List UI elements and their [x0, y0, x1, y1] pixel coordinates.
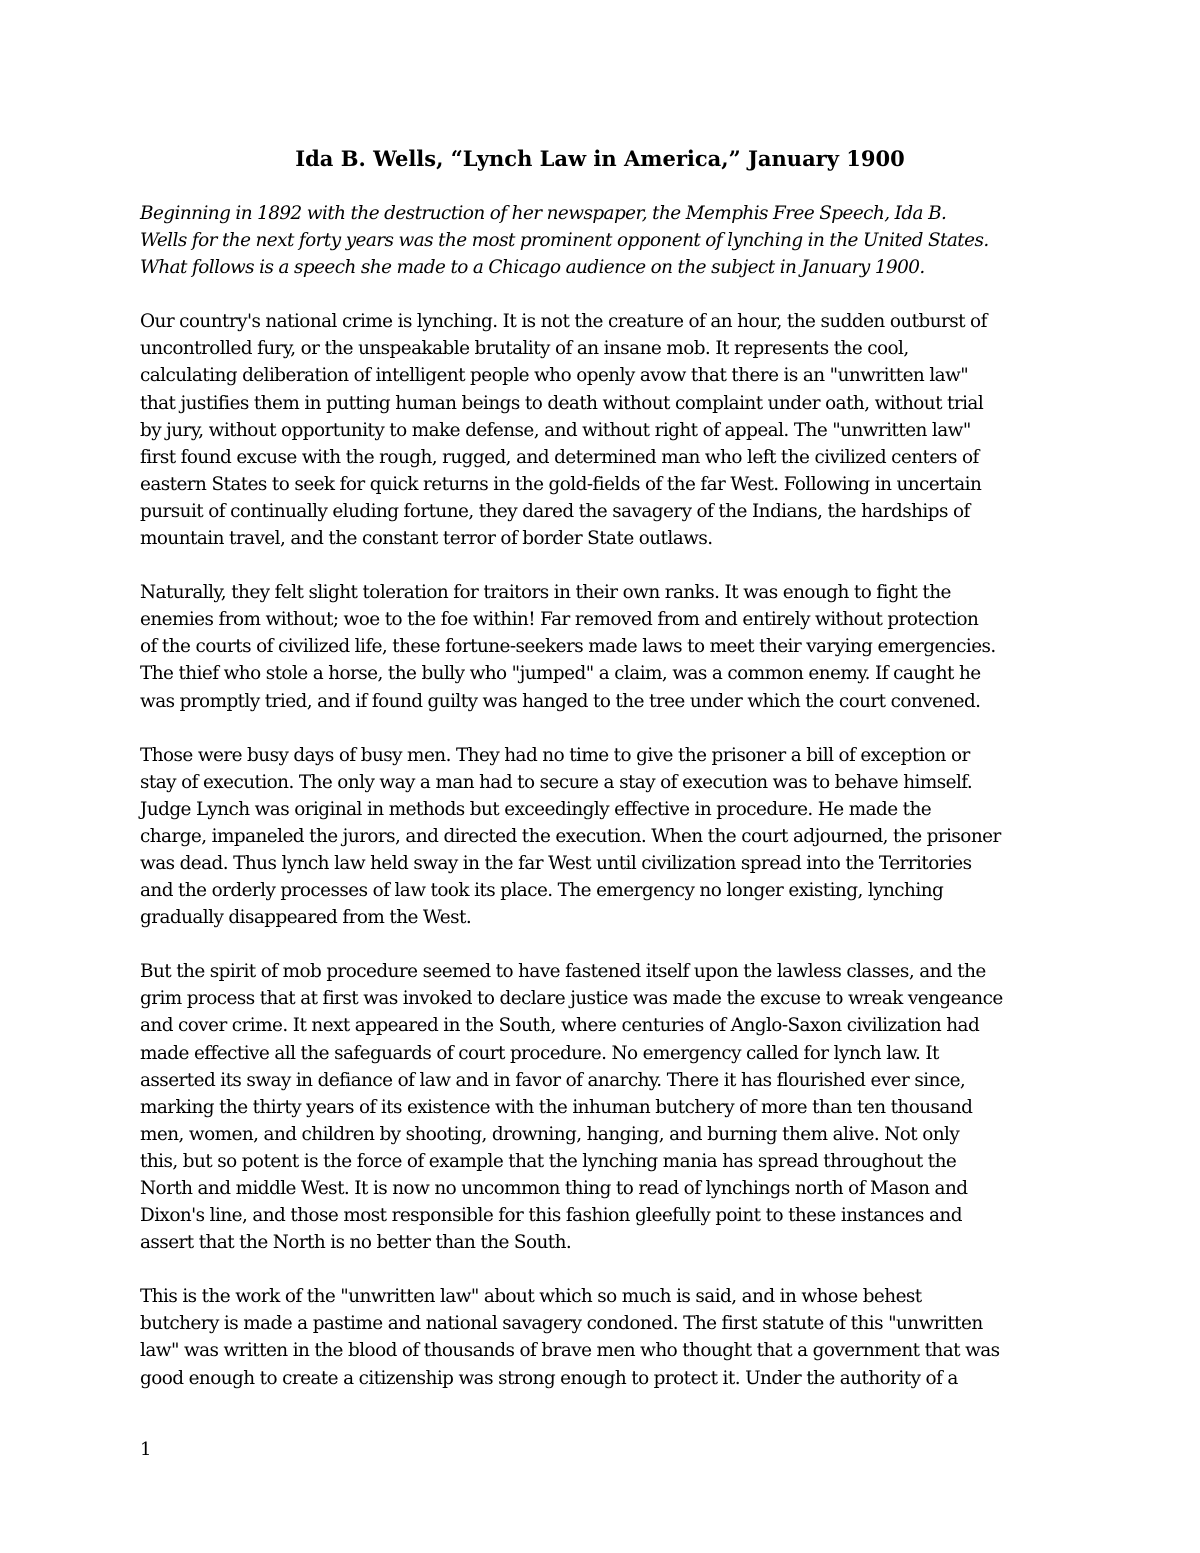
text-line: Those were busy days of busy men. They had no time to give the prisoner a bill of exception or [140, 744, 970, 766]
text-line: charge, impaneled the jurors, and directed the execution. When the court adjourned, the prisoner [140, 825, 1001, 847]
text-line: Wells for the next forty years was the most prominent opponent of lynching in the United States. [140, 230, 989, 252]
text-line: gradually disappeared from the West. [140, 907, 472, 929]
text-line: uncontrolled fury, or the unspeakable brutality of an insane mob. It represents the cool, [140, 338, 909, 360]
text-line: that justifies them in putting human beings to death without complaint under oath, without trial [140, 392, 984, 414]
text-line: and cover crime. It next appeared in the South, where centuries of Anglo-Saxon civilization had [140, 1015, 980, 1037]
document-body [140, 200, 1070, 1419]
paragraph-4 [140, 958, 1070, 1256]
text-line: was promptly tried, and if found guilty was hanged to the tree under which the court convened. [140, 690, 981, 712]
text-line: this, but so potent is the force of example that the lynching mania has spread throughout the [140, 1150, 957, 1172]
paragraph-5 [140, 1283, 1070, 1391]
text-line: stay of execution. The only way a man had to secure a stay of execution was to behave himself. [140, 771, 973, 793]
text-line: pursuit of continually eluding fortune, they dared the savagery of the Indians, the hardships of [140, 500, 970, 522]
text-line: North and middle West. It is now no uncommon thing to read of lynchings north of Mason and [140, 1178, 968, 1199]
text-line: Dixon's line, and those most responsible for this fashion gleefully point to these instances and [140, 1205, 962, 1227]
text-line: Naturally, they felt slight toleration for traitors in their own ranks. It was enough to fight the [140, 582, 951, 604]
text-line: Beginning in 1892 with the destruction of her newspaper, the Memphis Free Speech, Ida B. [140, 203, 947, 224]
text-line: butchery is made a pastime and national savagery condoned. The first statute of this "unwritten [140, 1313, 983, 1335]
text-line: Our country's national crime is lynching. It is not the creature of an hour, the sudden outburst of [140, 311, 987, 333]
text-line: mountain travel, and the constant terror of border State outlaws. [140, 528, 713, 550]
document-title: Ida B. Wells, “Lynch Law in America,” January 1900 [295, 146, 905, 171]
text-line: But the spirit of mob procedure seemed to have fastened itself upon the lawless classes, and the [140, 961, 986, 983]
text-line: Judge Lynch was original in methods but exceedingly effective in procedure. He made the [140, 798, 932, 820]
paragraph-1 [140, 308, 1070, 552]
text-line: and the orderly processes of law took its place. The emergency no longer existing, lynching [140, 880, 944, 902]
text-line: men, women, and children by shooting, drowning, hanging, and burning them alive. Not only [140, 1123, 960, 1145]
text-line: eastern States to seek for quick returns in the gold-fields of the far West. Following in uncertain [140, 473, 982, 495]
text-line: law" was written in the blood of thousands of brave men who thought that a government that was [140, 1340, 1000, 1362]
text-line: of the courts of civilized life, these fortune-seekers made laws to meet their varying emergencies. [140, 636, 996, 658]
text-line: enemies from without; woe to the foe within! Far removed from and entirely without protection [140, 609, 979, 631]
page-number: 1 [140, 1439, 152, 1460]
text-line: What follows is a speech she made to a Chicago audience on the subject in January 1900. [140, 257, 925, 279]
intro-paragraph [140, 200, 1070, 281]
text-line: calculating deliberation of intelligent people who openly avow that there is an "unwritten law" [140, 365, 969, 387]
text-line: good enough to create a citizenship was strong enough to protect it. Under the authority of a [140, 1367, 958, 1389]
text-line: made effective all the safeguards of court procedure. No emergency called for lynch law. It [140, 1042, 939, 1064]
text-line: assert that the North is no better than the South. [140, 1232, 572, 1254]
text-line: by jury, without opportunity to make defense, and without right of appeal. The "unwritten law" [140, 419, 971, 441]
text-line: The thief who stole a horse, the bully who "jumped" a claim, was a common enemy. If caught he [140, 663, 981, 685]
paragraph-3 [140, 742, 1070, 932]
text-line: first found excuse with the rough, rugged, and determined man who left the civilized centers of [140, 446, 979, 468]
text-line: grim process that at first was invoked to declare justice was made the excuse to wreak vengeance [140, 988, 1003, 1010]
paragraph-2 [140, 579, 1070, 714]
text-line: marking the thirty years of its existence with the inhuman butchery of more than ten thousand [140, 1096, 973, 1118]
text-line: This is the work of the "unwritten law" about which so much is said, and in whose behest [140, 1286, 922, 1308]
text-line: was dead. Thus lynch law held sway in the far West until civilization spread into the Territories [140, 852, 972, 874]
text-line: asserted its sway in defiance of law and in favor of anarchy. There it has flourished ever since, [140, 1069, 966, 1091]
